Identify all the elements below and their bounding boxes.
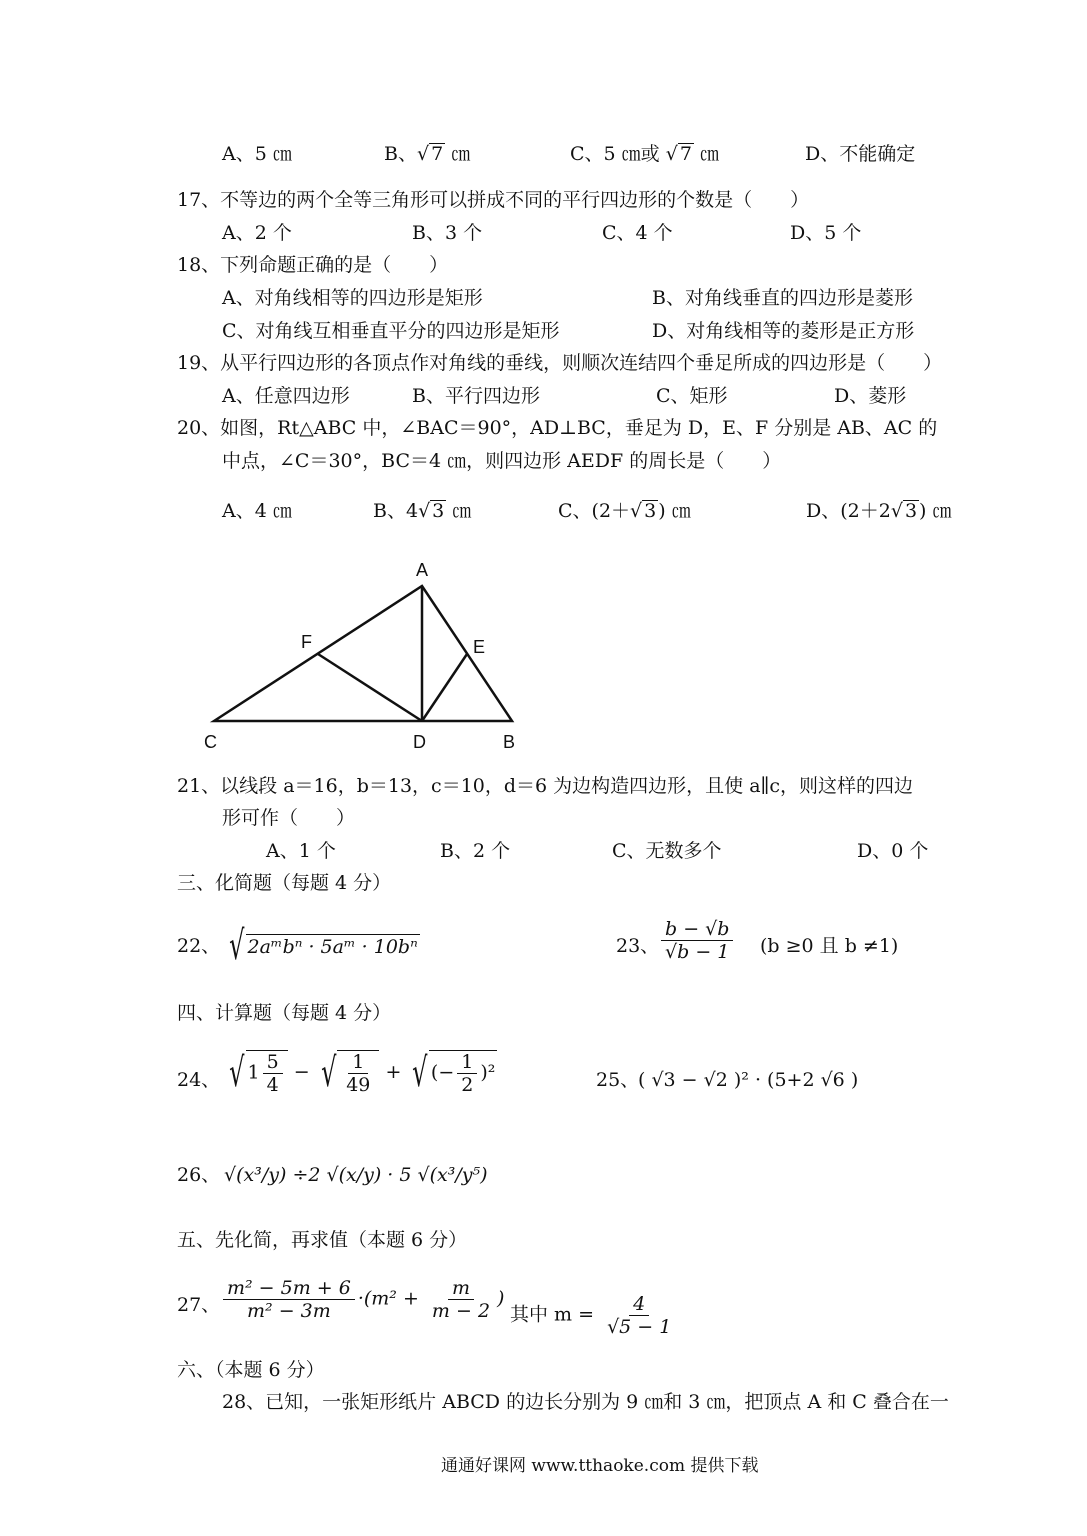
q18-option-c: C、对角线互相垂直平分的四边形是矩形 [222,320,560,342]
page-footer: 通通好课网 www.tthaoke.com 提供下载 [441,1456,759,1476]
q27-expression: $\frac{\text{m² − 5m + 6}}{\text{m² − 3m}}$ ·(m² + $\frac{m}{m - 2}$ ) [220,1277,504,1322]
q22-number: 22、 [177,935,221,957]
vertex-label-a: A [416,560,429,580]
q20-option-c: C、(2＋√ 3 ) ㎝ [558,500,691,522]
vertex-label-d: D [413,732,426,752]
q21-stem-line1: 21、以线段 a＝16，b＝13，c＝10，d＝6 为边构造四边形，且使 a∥c，则这样的四边 [177,775,913,797]
section-4-title: 四、计算题（每题 4 分） [177,1002,392,1024]
vertex-label-b: B [503,732,516,752]
q23-number: 23、 [616,935,660,957]
q18-stem: 18、下列命题正确的是（ ） [177,254,449,276]
q20-option-b: B、4√ 3 ㎝ [373,500,472,522]
section-5-title: 五、先化简，再求值（本题 6 分） [177,1229,468,1251]
q20-stem-line2: 中点，∠C＝30°，BC＝4 ㎝，则四边形 AEDF 的周长是（ ） [222,450,782,472]
q20-stem-line1: 20、如图，Rt△ABC 中，∠BAC＝90°，AD⊥BC，垂足为 D，E、F 分别是 AB、AC 的 [177,417,938,439]
vertex-label-e: E [473,637,486,657]
q23-fraction: $\frac{b - √b}{√b - 1}$ [658,918,736,963]
q19-option-b: B、平行四边形 [412,385,540,407]
q18-option-d: D、对角线相等的菱形是正方形 [652,320,915,342]
vertex-label-f: F [301,632,312,652]
q21-option-b: B、2 个 [440,840,511,862]
q17-option-b: B、3 个 [412,222,483,244]
q27-number: 27、 [177,1294,221,1316]
q21-stem-line2: 形可作（ ） [222,807,356,829]
q18-option-b: B、对角线垂直的四边形是菱形 [652,287,913,309]
q22-expression: √ 2aᵐbⁿ · 5aᵐ · 10bⁿ [229,923,418,969]
q19-option-d: D、菱形 [834,385,907,407]
q19-option-c: C、矩形 [656,385,728,407]
q17-option-a: A、2 个 [222,222,292,244]
section-3-title: 三、化简题（每题 4 分） [177,872,392,894]
q21-option-d: D、0 个 [857,840,929,862]
q18-option-a: A、对角线相等的四边形是矩形 [222,287,483,309]
q27-where-clause: 其中 m = $\frac{4}{√5 - 1}$ [510,1293,672,1338]
q17-stem: 17、不等边的两个全等三角形可以拼成不同的平行四边形的个数是（ ） [177,189,810,211]
q16-option-b: B、√ 7 ㎝ [384,143,471,165]
q26-number: 26、 [177,1164,221,1186]
q28-stem: 28、已知，一张矩形纸片 ABCD 的边长分别为 9 ㎝和 3 ㎝，把顶点 A 和 C 叠合在一 [222,1391,949,1413]
q17-option-c: C、4 个 [602,222,673,244]
q21-option-c: C、无数多个 [612,840,722,862]
q23-condition: (b ≥0 且 b ≠1) [760,935,899,957]
q20-option-d: D、(2＋2√ 3 ) ㎝ [806,500,952,522]
q24-expression: √ 1 $\frac{5}{4}$ − √ $\frac{1}{49}$ + √ (− $\frac{1}{2}$ )² [229,1050,496,1096]
q16-option-d: D、不能确定 [805,143,916,165]
q16-option-c: C、5 ㎝或 √ 7 ㎝ [570,143,719,165]
q21-option-a: A、1 个 [266,840,336,862]
q20-option-a: A、4 ㎝ [222,500,292,522]
q26-expression: √(x³/y) ÷2 √(x/y) · 5 √(x³/y⁵) [224,1164,488,1186]
q24-number: 24、 [177,1069,221,1091]
section-6-title: 六、（本题 6 分） [177,1359,325,1381]
q25-number: 25、 [596,1069,640,1091]
q17-option-d: D、5 个 [790,222,862,244]
q19-option-a: A、任意四边形 [222,385,350,407]
q25-expression: ( √3 − √2 )² · (5+2 √6 ) [638,1069,859,1091]
q16-option-a: A、5 ㎝ [222,143,292,165]
vertex-label-c: C [204,732,217,752]
triangle-figure [195,555,535,755]
q19-stem: 19、从平行四边形的各顶点作对角线的垂线，则顺次连结四个垂足所成的四边形是（ ） [177,352,943,374]
